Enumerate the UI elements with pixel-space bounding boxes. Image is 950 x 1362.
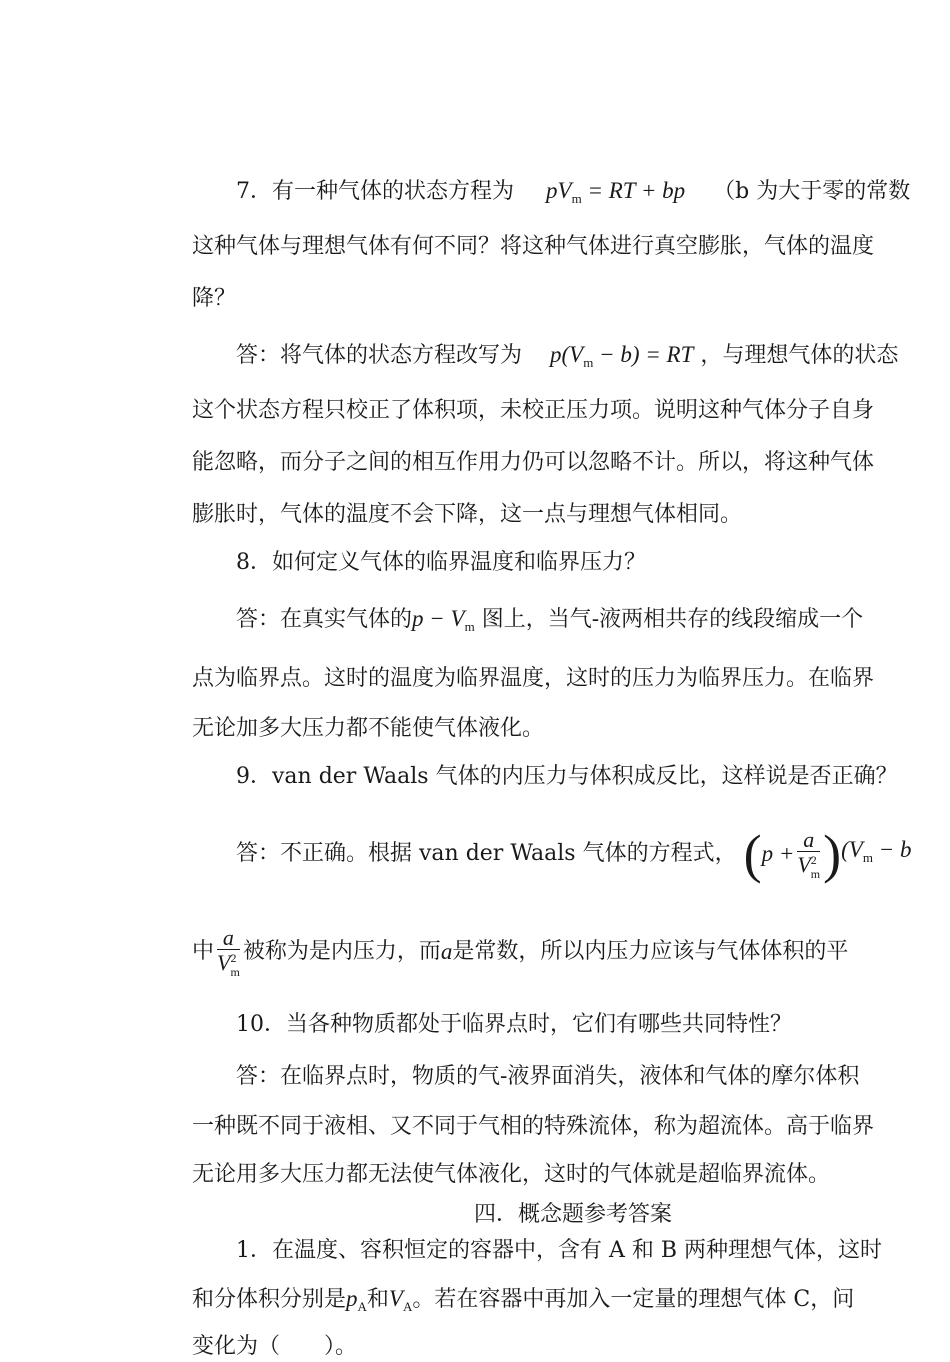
q10-line1: 10．当各种物质都处于临界点时，它们有哪些共同特性？ bbox=[236, 1012, 792, 1037]
q8-line1: 8．如何定义气体的临界温度和临界压力？ bbox=[236, 550, 646, 575]
q9-internal-pressure-fraction: $\frac{a}{V^2_m}$ bbox=[217, 924, 240, 979]
q7-question-text: 7．有一种气体的状态方程为 bbox=[236, 179, 514, 204]
q7-equation: $pV_m$ = RT + bp bbox=[546, 178, 686, 206]
c1-pA: $p_A$ bbox=[346, 1286, 367, 1314]
c1-line3: 变化为（ ）。 bbox=[192, 1334, 358, 1359]
q10-answer-line2: 一种既不同于液相、又不同于气相的特殊流体，称为超流体。高于临界 bbox=[192, 1114, 875, 1139]
q7-answer-equation: $p(V_m - b)$ = RT bbox=[550, 342, 694, 370]
q8-answer-line3: 无论加多大压力都不能使气体液化。 bbox=[192, 716, 545, 741]
q7-answer-line2: 这个状态方程只校正了体积项，未校正压力项。说明这种气体分子自身 bbox=[192, 398, 875, 423]
q7-answer-line1: 答：将气体的状态方程改写为 $p(V_m - b)$ = RT ，与理想气体的状态 bbox=[236, 342, 899, 370]
q7-answer-line4: 膨胀时，气体的温度不会下降，这一点与理想气体相同。 bbox=[192, 502, 743, 527]
q7-line2: 这种气体与理想气体有何不同？将这种气体进行真空膨胀，气体的温度 bbox=[192, 234, 875, 259]
q10-answer-line1: 答：在临界点时，物质的气-液界面消失，液体和气体的摩尔体积 bbox=[236, 1064, 860, 1089]
q8-answer-line1: 答：在真实气体的$p - V_m$ 图上，当气-液两相共存的线段缩成一个 bbox=[236, 606, 864, 634]
q9-fraction: $\frac{a}{V^2_m}$ bbox=[797, 826, 821, 881]
q10-answer-line3: 无论用多大压力都无法使气体液化，这时的气体就是超临界流体。 bbox=[192, 1162, 831, 1187]
q9-answer-line1: 答：不正确。根据 van der Waals 气体的方程式， (p + $\frac{a}{V^2_m}$ )($V_m - b$ bbox=[236, 824, 912, 884]
q7-line3: 降？ bbox=[192, 286, 237, 311]
q7-line1 bbox=[236, 176, 910, 214]
q8-equation: $p - V_m$ bbox=[412, 606, 475, 634]
section-heading: 四．概念题参考答案 bbox=[474, 1202, 673, 1227]
q7-condition: （b 为大于零的常数 bbox=[713, 179, 911, 204]
c1-line1: 1．在温度、容积恒定的容器中，含有 A 和 B 两种理想气体，这时 bbox=[236, 1238, 883, 1263]
q7-answer-line3: 能忽略，而分子之间的相互作用力仍可以忽略不计。所以，将这种气体 bbox=[192, 450, 875, 475]
q9-line1: 9．van der Waals 气体的内压力与体积成反比，这样说是否正确？ bbox=[236, 764, 898, 789]
c1-line2: 和分体积分别是$p_A$和$V_A$。若在容器中再加入一定量的理想气体 C，问 bbox=[192, 1286, 855, 1314]
c1-VA: $V_A$ bbox=[388, 1286, 413, 1314]
q9-answer-line2: 中 $\frac{a}{V^2_m}$ 被称为是内压力，而a是常数，所以内压力应该与气体体积的平 bbox=[192, 924, 849, 979]
q8-answer-line2: 点为临界点。这时的温度为临界温度，这时的压力为临界压力。在临界 bbox=[192, 666, 875, 691]
